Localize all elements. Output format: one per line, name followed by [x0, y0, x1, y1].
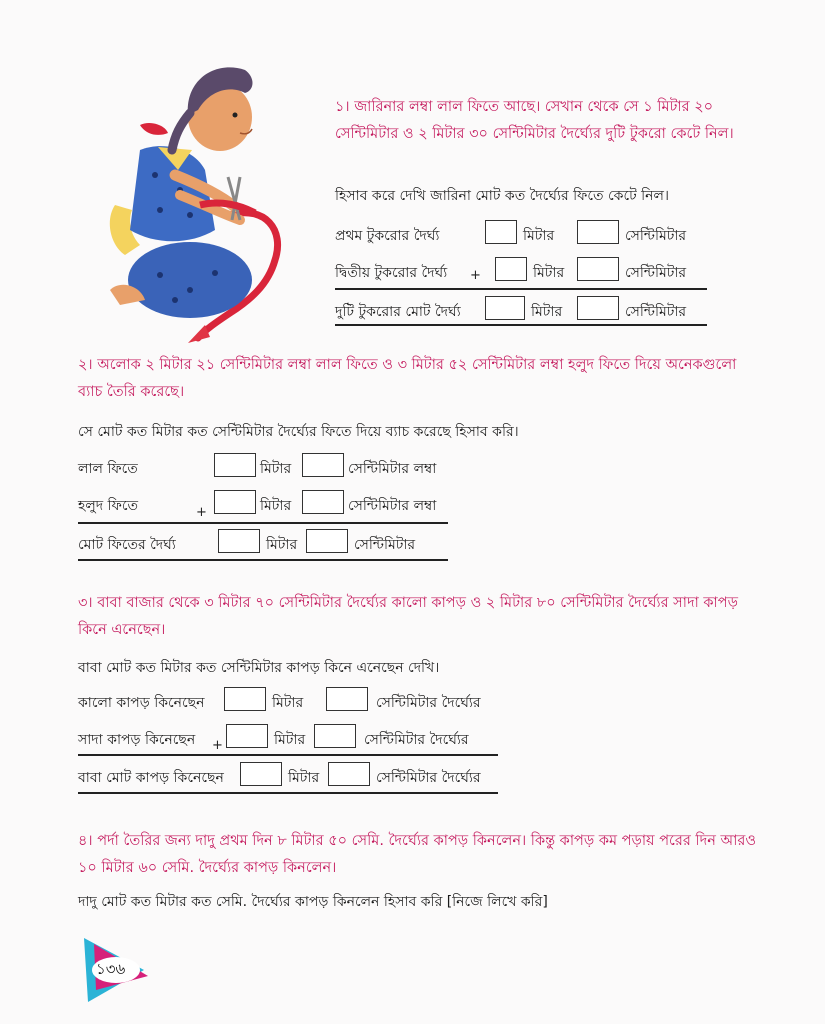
- meter-unit-label: মিটার: [266, 537, 298, 553]
- question-2-prompt: ২। অলোক ২ মিটার ২১ সেন্টিমিটার লম্বা লাল ফিতে ও ৩ মিটার ৫২ সেন্টিমিটার লম্বা হলুদ ফিতে দিয়ে অনেকগুলো ব্যাচ তৈরি করেছে।: [78, 357, 737, 400]
- q1-row-first-piece: [335, 220, 755, 248]
- meter-unit-label: মিটার: [533, 265, 565, 281]
- centimeter-unit-label: সেন্টিমিটার লম্বা: [348, 461, 437, 477]
- sum-divider-line: [78, 754, 498, 756]
- centimeter-input-box[interactable]: [302, 453, 344, 477]
- centimeter-input-box[interactable]: [328, 762, 370, 786]
- plus-sign: +: [196, 505, 207, 520]
- meter-unit-label: মিটার: [523, 228, 555, 244]
- q3-row-black-cloth: [78, 687, 538, 715]
- plus-sign: +: [212, 738, 223, 753]
- row-label: দুটি টুকরোর মোট দৈর্ঘ্য: [335, 304, 461, 320]
- q1-row-second-piece: [335, 257, 755, 285]
- total-underline: [78, 792, 498, 794]
- q2-row-total: [78, 529, 538, 557]
- row-label: সাদা কাপড় কিনেছেন: [78, 732, 196, 748]
- page-number: ১৩৬: [96, 960, 126, 978]
- question-4-prompt: ৪। পর্দা তৈরির জন্য দাদু প্রথম দিন ৮ মিটার ৫০ সেমি. দৈর্ঘ্যের কাপড় কিনলেন। কিন্তু কাপড় কম পড়ায় পরের দিন আরও ১০ মিটার ৬০ সেমি. দৈর্ঘ্যের কাপড় কিনলেন।: [78, 833, 757, 876]
- centimeter-unit-label: সেন্টিমিটার: [625, 304, 687, 320]
- meter-input-box[interactable]: [214, 453, 256, 477]
- centimeter-unit-label: সেন্টিমিটার: [354, 537, 416, 553]
- centimeter-input-box[interactable]: [302, 490, 344, 514]
- meter-input-box[interactable]: [218, 529, 260, 553]
- q3-row-total: [78, 762, 538, 790]
- centimeter-input-box[interactable]: [306, 529, 348, 553]
- q2-row-red-ribbon: [78, 453, 538, 481]
- centimeter-unit-label: সেন্টিমিটার: [625, 228, 687, 244]
- centimeter-input-box[interactable]: [326, 687, 368, 711]
- meter-unit-label: মিটার: [260, 461, 292, 477]
- meter-input-box[interactable]: [485, 296, 525, 320]
- question-3-instruction: বাবা মোট কত মিটার কত সেন্টিমিটার কাপড় কিনে এনেছেন দেখি।: [78, 660, 440, 676]
- centimeter-input-box[interactable]: [577, 296, 619, 320]
- sum-divider-line: [78, 522, 448, 524]
- question-1-prompt: ১। জারিনার লম্বা লাল ফিতে আছে। সেখান থেকে সে ১ মিটার ২০ সেন্টিমিটার ও ২ মিটার ৩০ সেন্টিমিটার দৈর্ঘ্যের দুটি টুকরো কেটে নিল।: [335, 99, 734, 142]
- meter-input-box[interactable]: [214, 490, 256, 514]
- meter-unit-label: মিটার: [288, 770, 320, 786]
- meter-input-box[interactable]: [495, 257, 527, 281]
- centimeter-unit-label: সেন্টিমিটার দৈর্ঘ্যের: [376, 695, 481, 711]
- row-label: বাবা মোট কাপড় কিনেছেন: [78, 770, 224, 786]
- centimeter-unit-label: সেন্টিমিটার দৈর্ঘ্যের: [364, 732, 469, 748]
- meter-unit-label: মিটার: [272, 695, 304, 711]
- meter-input-box[interactable]: [226, 724, 268, 748]
- q1-row-total: [335, 296, 755, 324]
- row-label: হলুদ ফিতে: [78, 498, 138, 514]
- question-1-instruction: হিসাব করে দেখি জারিনা মোট কত দৈর্ঘ্যের ফিতে কেটে নিল।: [335, 188, 669, 204]
- question-3-prompt: ৩। বাবা বাজার থেকে ৩ মিটার ৭০ সেন্টিমিটার দৈর্ঘ্যের কালো কাপড় ও ২ মিটার ৮০ সেন্টিমিটার দৈর্ঘ্যের সাদা কাপড় কিনে এনেছেন।: [78, 595, 738, 638]
- meter-input-box[interactable]: [224, 687, 266, 711]
- centimeter-input-box[interactable]: [577, 220, 619, 244]
- meter-input-box[interactable]: [240, 762, 282, 786]
- girl-cutting-ribbon-illustration: [80, 55, 305, 345]
- q2-row-yellow-ribbon: [78, 490, 538, 518]
- row-label: কালো কাপড় কিনেছেন: [78, 695, 205, 711]
- total-underline: [78, 559, 448, 561]
- row-label: মোট ফিতের দৈর্ঘ্য: [78, 537, 176, 553]
- centimeter-unit-label: সেন্টিমিটার: [625, 265, 687, 281]
- row-label: লাল ফিতে: [78, 461, 138, 477]
- plus-sign: +: [470, 268, 481, 283]
- meter-input-box[interactable]: [485, 220, 517, 244]
- meter-unit-label: মিটার: [260, 498, 292, 514]
- centimeter-input-box[interactable]: [314, 724, 356, 748]
- total-underline: [335, 324, 707, 326]
- q3-row-white-cloth: [78, 724, 538, 752]
- centimeter-unit-label: সেন্টিমিটার লম্বা: [348, 498, 437, 514]
- row-label: প্রথম টুকরোর দৈর্ঘ্য: [335, 228, 440, 244]
- question-4-instruction: দাদু মোট কত মিটার কত সেমি. দৈর্ঘ্যের কাপড় কিনলেন হিসাব করি [নিজে লিখে করি]: [78, 894, 548, 910]
- meter-unit-label: মিটার: [531, 304, 563, 320]
- centimeter-input-box[interactable]: [577, 257, 619, 281]
- centimeter-unit-label: সেন্টিমিটার দৈর্ঘ্যের: [376, 770, 481, 786]
- sum-divider-line: [335, 288, 707, 290]
- meter-unit-label: মিটার: [274, 732, 306, 748]
- question-2-instruction: সে মোট কত মিটার কত সেন্টিমিটার দৈর্ঘ্যের ফিতে দিয়ে ব্যাচ করেছে হিসাব করি।: [78, 424, 519, 440]
- row-label: দ্বিতীয় টুকরোর দৈর্ঘ্য: [335, 265, 448, 281]
